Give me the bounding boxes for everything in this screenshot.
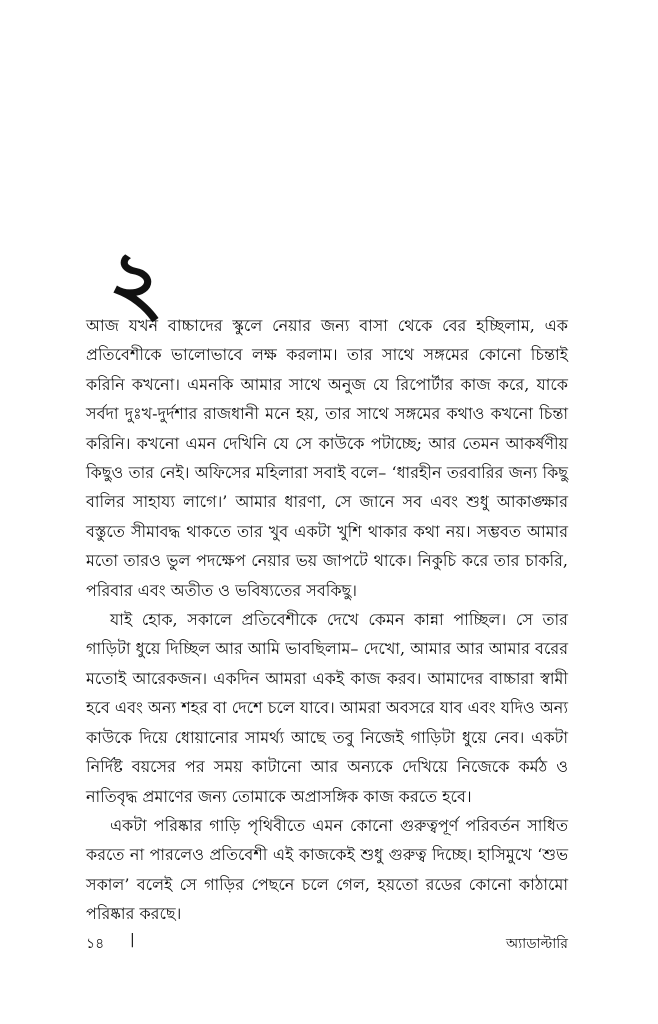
body-text bbox=[86, 311, 568, 929]
footer-separator: | bbox=[130, 932, 135, 948]
paragraph-3: একটা পরিষ্কার গাড়ি পৃথিবীতে এমন কোনো গুরুত্বপূর্ণ পরিবর্তন সাধিত করতে না পারলেও প্রতিবেশী এই কাজকেই শুধু গুরুত্ব দিচ্ছে। হাসিমুখে ‘শুভ সকাল’ বলেই সে গাড়ির পেছনে চলে গেল, হয়তো রডের কোনো কাঠামো পরিষ্কার করছে। bbox=[86, 815, 568, 924]
paragraph-1: আজ যখন বাচ্চাদের স্কুলে নেয়ার জন্য বাসা থেকে বের হচ্ছিলাম, এক প্রতিবেশীকে ভালোভাবে লক্ষ করলাম। তার সাথে সঙ্গমের কোনো চিন্তাই করিনি কখনো। এমনকি আমার সাথে অনুজ যে রিপোর্টার কাজ করে, যাকে সর্বদা দুঃখ-দুর্দশার রাজধানী মনে হয়, তার সাথে সঙ্গমের কথাও কখনো চিন্তা করিনি। কখনো এমন দেখিনি যে সে কাউকে পটাচ্ছে; আর তেমন আকর্ষণীয় কিছুও তার নেই। অফিসের মহিলারা সবাই বলে– ‘ধারহীন তরবারির জন্য কিছু বালির সাহায্য লাগে।’ আমার ধারণা, সে জানে সব এবং শুধু আকাঙ্ক্ষার বস্তুতে সীমাবদ্ধ থাকতে তার খুব একটা খুশি থাকার কথা নয়। সম্ভবত আমার মতো তারও ভুল পদক্ষেপ নেয়ার ভয় জাপটে থাকে। নিকুচি করে তার চাকরি, পরিবার এবং অতীত ও ভবিষ্যতের সবকিছু। bbox=[86, 316, 568, 600]
running-title: অ্যাডাল্টারি bbox=[506, 936, 568, 952]
page-number: ১৪ bbox=[86, 936, 105, 952]
paragraph-2: যাই হোক, সকালে প্রতিবেশীকে দেখে কেমন কান্না পাচ্ছিল। সে তার গাড়িটা ধুয়ে দিচ্ছিল আর আমি ভাবছিলাম– দেখো, আমার আর আমার বরের মতোই আরেকজন। একদিন আমরা একই কাজ করব। আমাদের বাচ্চারা স্বামী হবে এবং অন্য শহর বা দেশে চলে যাবে। আমরা অবসরে যাব এবং যদিও অন্য কাউকে দিয়ে ধোয়ানোর সামর্থ্য আছে তবু নিজেই গাড়িটা ধুয়ে নেব। একটা নির্দিষ্ট বয়সের পর সময় কাটানো আর অন্যকে দেখিয়ে নিজেকে কর্মঠ ও নাতিবৃদ্ধ প্রমাণের জন্য তোমাকে অপ্রাসঙ্গিক কাজ করতে হবে। bbox=[86, 610, 568, 806]
chapter-number: ২ bbox=[108, 233, 164, 333]
page-footer bbox=[86, 932, 568, 956]
